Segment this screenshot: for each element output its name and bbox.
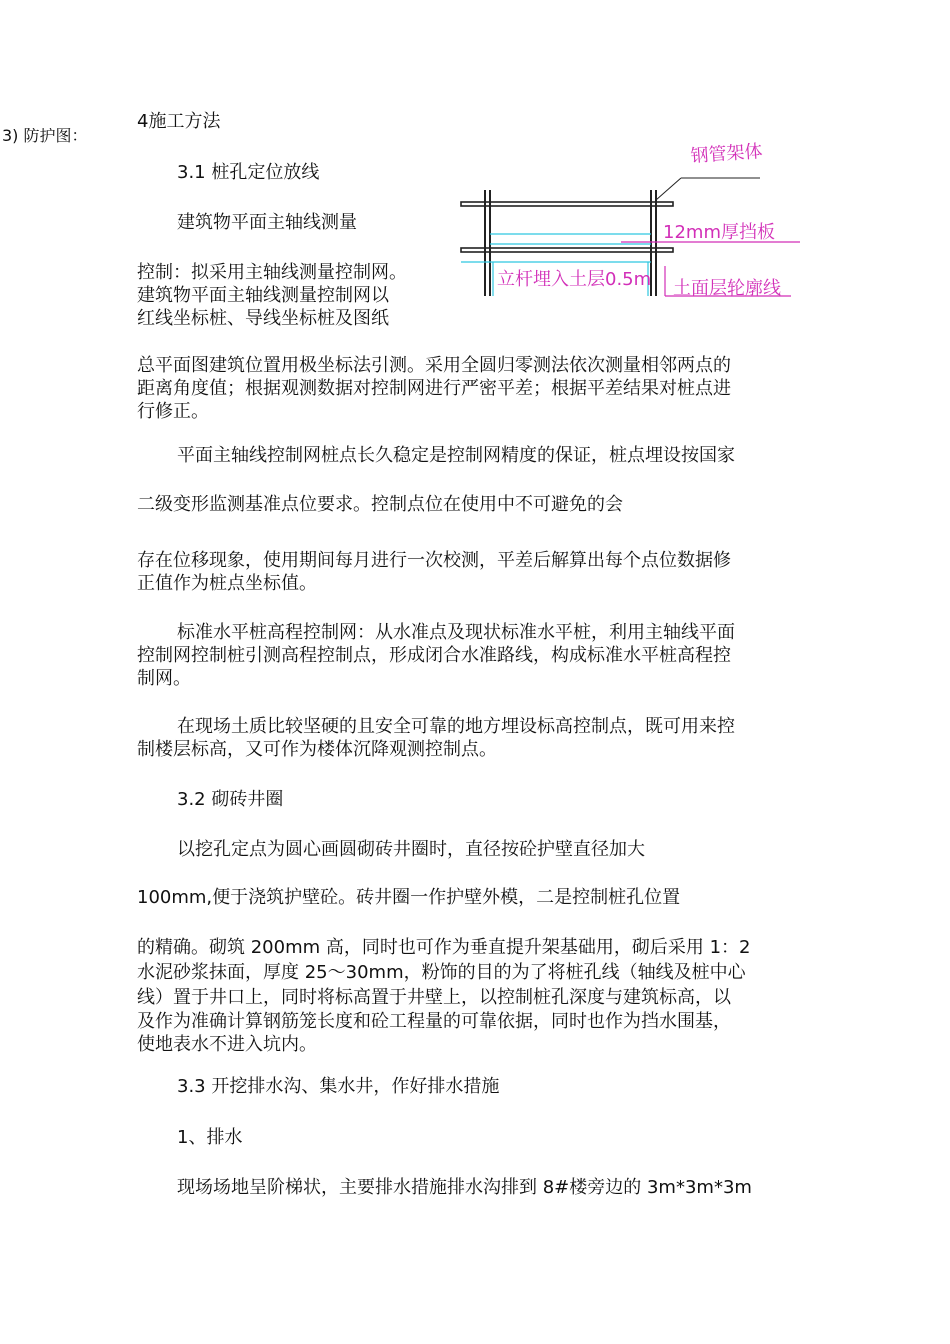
cut-off-label: 3) 防护图： bbox=[2, 128, 88, 144]
text-line: 在现场土质比较坚硬的且安全可靠的地方埋设标高控制点，既可用来控 bbox=[177, 716, 735, 737]
section-heading-method: 4施工方法 bbox=[137, 111, 221, 132]
subheading-drainage: 1、排水 bbox=[177, 1127, 243, 1148]
text-line: 水泥砂浆抹面，厚度 25～30mm，粉饰的目的为了将桩孔线（轴线及桩中心 bbox=[137, 962, 746, 983]
text-line: 存在位移现象，使用期间每月进行一次校测，平差后解算出每个点位数据修 bbox=[137, 550, 731, 571]
text-line: 及作为准确计算钢筋笼长度和砼工程量的可靠依据，同时也作为挡水围基， bbox=[137, 1011, 731, 1032]
horizontal-bar bbox=[461, 202, 673, 206]
text-line: 距离角度值；根据观测数据对控制网进行严密平差；根据平差结果对桩点进 bbox=[137, 378, 731, 399]
text-line: 制楼层标高，又可作为楼体沉降观测控制点。 bbox=[137, 739, 497, 760]
text-line: 100mm,便于浇筑护壁砼。砖井圈一作护壁外模，二是控制桩孔位置 bbox=[137, 887, 681, 908]
text-line: 以挖孔定点为圆心画圆砌砖井圈时，直径按砼护壁直径加大 bbox=[177, 839, 645, 860]
protection-diagram bbox=[455, 138, 815, 308]
text-line: 标准水平桩高程控制网：从水准点及现状标准水平桩，利用主轴线平面 bbox=[177, 622, 735, 643]
label-embed-depth: 立杆埋入土层0.5m bbox=[497, 269, 652, 290]
label-steel-frame: 钢管架体 bbox=[689, 141, 764, 167]
text-line: 总平面图建筑位置用极坐标法引测。采用全圆归零测法依次测量相邻两点的 bbox=[137, 355, 731, 376]
text-line: 使地表水不进入坑内。 bbox=[137, 1034, 317, 1055]
text-line: 正值作为桩点坐标值。 bbox=[137, 573, 317, 594]
subheading-3-2: 3.2 砌砖井圈 bbox=[177, 789, 284, 810]
text-line: 控制：拟采用主轴线测量控制网。 bbox=[137, 262, 407, 283]
subheading-3-3: 3.3 开挖排水沟、集水井，作好排水措施 bbox=[177, 1076, 500, 1097]
text-line: 二级变形监测基准点位要求。控制点位在使用中不可避免的会 bbox=[137, 494, 623, 515]
text-line: 平面主轴线控制网桩点长久稳定是控制网精度的保证，桩点埋设按国家 bbox=[177, 445, 735, 466]
text-line: 的精确。砌筑 200mm 高，同时也可作为垂直提升架基础用，砌后采用 1：2 bbox=[137, 937, 751, 958]
text-line: 制网。 bbox=[137, 668, 191, 689]
label-ground-outline: 土面层轮廓线 bbox=[673, 278, 781, 299]
leader-line bbox=[656, 178, 681, 200]
horizontal-bar bbox=[461, 248, 673, 252]
text-line: 行修正。 bbox=[137, 401, 209, 422]
text-line: 建筑物平面主轴线测量控制网以 bbox=[137, 285, 389, 306]
text-line: 建筑物平面主轴线测量 bbox=[177, 212, 357, 233]
label-board: 12mm厚挡板 bbox=[663, 222, 775, 243]
text-line: 线）置于井口上，同时将标高置于井壁上，以控制桩孔深度与建筑标高，以 bbox=[137, 987, 731, 1008]
text-line: 红线坐标桩、导线坐标桩及图纸 bbox=[137, 308, 389, 329]
subheading-3-1: 3.1 桩孔定位放线 bbox=[177, 162, 320, 183]
text-line: 控制网控制桩引测高程控制点，形成闭合水准路线，构成标准水平桩高程控 bbox=[137, 645, 731, 666]
text-line: 现场场地呈阶梯状，主要排水措施排水沟排到 8#楼旁边的 3m*3m*3m bbox=[177, 1177, 752, 1198]
